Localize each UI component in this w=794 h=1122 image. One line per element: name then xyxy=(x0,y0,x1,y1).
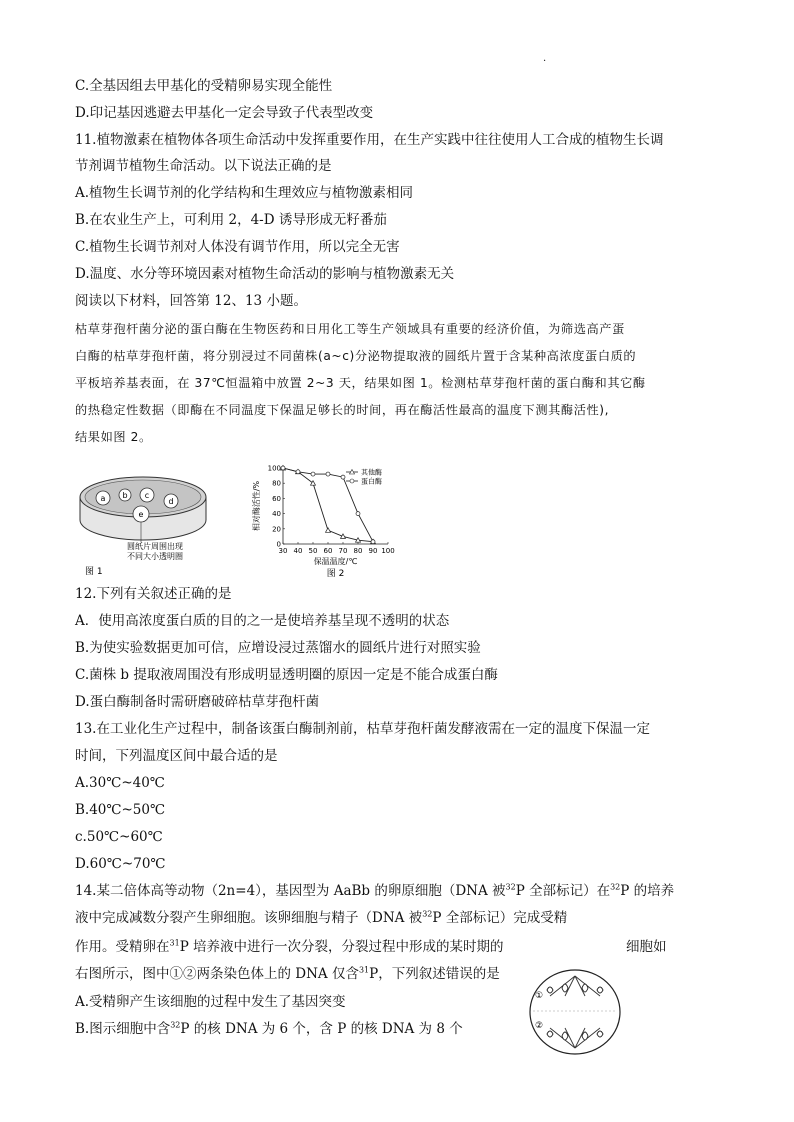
q13-option-a: A.30℃~40℃ xyxy=(75,775,165,791)
q12-option-d: D.蛋白酶制备时需研磨破碎枯草芽孢杆菌 xyxy=(75,694,320,710)
y-tick-label: 0 xyxy=(276,540,281,549)
y-axis-label: 相对酶活性/% xyxy=(252,480,261,532)
point-circle xyxy=(311,472,315,476)
reading-instruction: 阅读以下材料，回答第 12、13 小题。 xyxy=(75,293,307,309)
y-tick-label: 20 xyxy=(272,525,281,534)
disc-label-c: c xyxy=(144,491,150,500)
material-line-4: 的热稳定性数据（即酶在不同温度下保温足够长的时间，再在酶活性最高的温度下测其酶活性), xyxy=(75,403,610,417)
x-tick-label: 100 xyxy=(381,547,395,555)
question-14-line-4: 右图所示，图中①②两条染色体上的 DNA 仅含$^{31}$P，下列叙述错误的是 xyxy=(75,965,500,982)
disc-label-e: e xyxy=(138,510,144,519)
figure1-caption: 图 1 xyxy=(85,567,103,577)
figure1-annotation-1: 圆纸片周围出现 xyxy=(127,542,183,551)
question-11-cont: 节剂调节植物生命活动。以下说法正确的是 xyxy=(75,158,332,174)
point-circle xyxy=(341,475,345,479)
material-line-1: 枯草芽孢杆菌分泌的蛋白酶在生物医药和日用化工等生产领域具有重要的经济价值，为筛选高产蛋 xyxy=(75,322,625,336)
q12-option-c: C.菌株 b 提取液周围没有形成明显透明圈的原因一定是不能合成蛋白酶 xyxy=(75,667,498,683)
point-circle xyxy=(326,472,330,476)
x-tick-label: 40 xyxy=(293,547,303,555)
x-tick-label: 30 xyxy=(278,547,288,555)
material-line-3: 平板培养基表面，在 37℃恒温箱中放置 2~3 天，结果如图 1。检测枯草芽孢杆菌的蛋白酶和其它酶 xyxy=(75,376,646,390)
question-13-cont: 时间，下列温度区间中最合适的是 xyxy=(75,748,278,764)
q12-option-a: A．使用高浓度蛋白质的目的之一是使培养基呈现不透明的状态 xyxy=(75,613,450,629)
x-tick-label: 50 xyxy=(308,547,318,555)
point-circle xyxy=(371,540,375,544)
q13-option-d: D.60℃~70℃ xyxy=(75,856,166,872)
point-circle xyxy=(356,512,360,516)
material-line-2: 白酶的枯草芽孢杆菌，将分别浸过不同菌株(a~c)分泌物提取液的圆纸片置于含某种高浓度蛋白质的 xyxy=(75,349,637,363)
chromosome-label-1: ① xyxy=(535,991,544,1001)
chart-labels xyxy=(251,465,395,579)
q11-option-c: C.植物生长调节剂对人体没有调节作用，所以完全无害 xyxy=(75,239,400,255)
q11-option-b: B.在农业生产上，可利用 2，4-D 诱导形成无籽番茄 xyxy=(75,212,387,228)
question-12: 12.下列有关叙述正确的是 xyxy=(75,586,232,602)
figure-cell-division xyxy=(525,966,625,1058)
figure-2-chart xyxy=(245,460,405,578)
y-tick-label: 40 xyxy=(272,510,281,519)
point-triangle xyxy=(326,528,331,533)
q14-option-a: A.受精卵产生该细胞的过程中发生了基因突变 xyxy=(75,994,346,1010)
figure1-annotation-2: 不同大小透明圈 xyxy=(127,552,183,561)
q13-option-b: B.40℃~50℃ xyxy=(75,802,166,818)
disc-label-b: b xyxy=(122,491,128,500)
question-14-line-3-end: 细胞如 xyxy=(626,939,667,955)
material-line-5: 结果如图 2。 xyxy=(75,430,152,444)
legend-label-0: 其他酶 xyxy=(361,468,382,477)
header-mark: . xyxy=(543,53,547,64)
q11-option-a: A.植物生长调节剂的化学结构和生理效应与植物激素相同 xyxy=(75,185,414,201)
q13-option-c: c.50℃~60℃ xyxy=(75,829,163,845)
q11-option-d: D.温度、水分等环境因素对植物生命活动的影响与植物激素无关 xyxy=(75,266,455,282)
x-tick-label: 70 xyxy=(338,547,348,555)
question-14-line-2: 液中完成减数分裂产生卵细胞。该卵细胞与精子（DNA 被$^{32}$P 全部标记）完成受精 xyxy=(75,909,568,926)
chromosome-label-2: ② xyxy=(535,1021,544,1031)
y-tick-label: 80 xyxy=(272,479,281,488)
x-tick-label: 80 xyxy=(353,547,363,555)
q14-option-b: B.图示细胞中含$^{32}$P 的核 DNA 为 6 个，含 P 的核 DNA 为 8 个 xyxy=(75,1020,463,1037)
cell-membrane xyxy=(530,970,620,1054)
line-option-d: D.印记基因逃避去甲基化一定会导致子代表型改变 xyxy=(75,105,374,121)
y-tick-label: 60 xyxy=(272,494,281,503)
question-14-line-3: 作用。受精卵在$^{31}$P 培养液中进行一次分裂，分裂过程中形成的某时期的 xyxy=(75,938,504,955)
x-tick-label: 90 xyxy=(368,547,378,555)
disc-label-a: a xyxy=(100,494,106,503)
line-option-c: C.全基因组去甲基化的受精卵易实现全能性 xyxy=(75,78,333,94)
legend-label-1: 蛋白酶 xyxy=(361,477,382,486)
x-tick-label: 60 xyxy=(323,547,333,555)
x-axis-label: 保温温度/℃ xyxy=(313,557,358,566)
legend-marker-1 xyxy=(350,479,354,483)
figure2-caption: 图 2 xyxy=(326,569,345,578)
point-circle xyxy=(281,466,285,470)
q12-option-b: B.为使实验数据更加可信，应增设浸过蒸馏水的圆纸片进行对照实验 xyxy=(75,640,481,656)
disc-label-d: d xyxy=(168,497,174,506)
point-circle xyxy=(296,470,300,474)
question-14-line-1: 14.某二倍体高等动物（2n=4），基因型为 AaBb 的卵原细胞（DNA 被$^{32}$P 全部标记）在$^{32}$P 的培养 xyxy=(75,882,675,899)
y-tick-label: 100 xyxy=(267,464,281,473)
figure-1-petri-dish xyxy=(75,462,215,577)
question-13: 13.在工业化生产过程中，制备该蛋白酶制剂前，枯草芽孢杆菌发酵液需在一定的温度下保温一定 xyxy=(75,721,650,737)
question-11: 11.植物激素在植物体各项生命活动中发挥重要作用，在生产实践中往往使用人工合成的植物生长调 xyxy=(75,132,664,148)
